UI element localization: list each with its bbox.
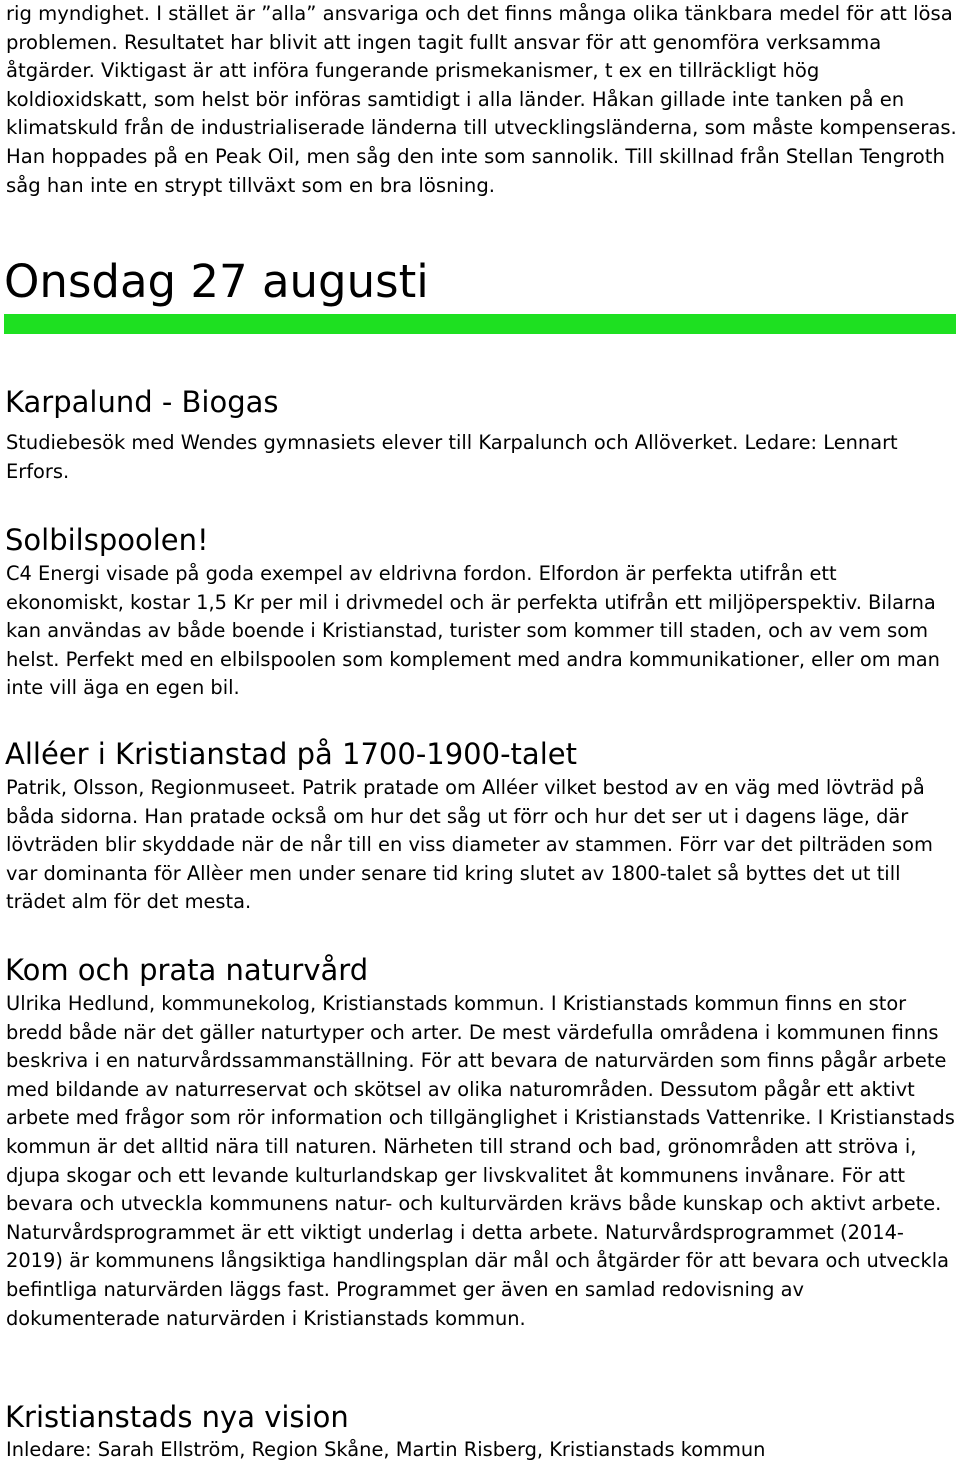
section-title-alleer: Alléer i Kristianstad på 1700-1900-talet — [5, 737, 577, 771]
section-title-karpalund: Karpalund - Biogas — [5, 385, 279, 419]
section-title-solbilspoolen: Solbilspoolen! — [5, 523, 209, 557]
section-text-vision: Inledare: Sarah Ellström, Region Skåne, Martin Risberg, Kristianstads kommun — [6, 1438, 766, 1461]
section-text-karpalund: Studiebesök med Wendes gymnasiets elever till Karpalunch och Allöverket. Ledare: Lennart Erfors. — [6, 431, 898, 483]
intro-paragraph: rig myndighet. I stället är ”alla” ansvariga och det finns många olika tänkbara medel för att lösa problemen. Resultatet har blivit att ingen tagit fullt ansvar för att genomföra verksamma åtgärder. Viktigast är att införa fungerande prismekanismer, t ex en tillräckligt hög koldioxidskatt, som helst bör införas samtidigt i alla länder. Håkan gillade inte tanken på en klimatskuld från de industrialiserade länderna till utvecklingsländerna, som måste kompenseras. Han hoppades på en Peak Oil, men såg den inte som sannolik. Till skillnad från Stellan Tengroth såg han inte en strypt tillväxt som en bra lösning. — [6, 2, 957, 197]
section-text-naturvard: Ulrika Hedlund, kommunekolog, Kristianstads kommun. I Kristianstads kommun finns en stor bredd både när det gäller naturtyper och arter. De mest värdefulla områdena i kommunen finns beskriva i en naturvårdssammanställning. För att bevara de naturvärden som finns pågår arbete med bildande av naturreservat och skötsel av olika naturområden. Dessutom pågår ett aktivt arbete med frågor som rör information och tillgänglighet i Kristianstads Vattenrike. I Kristianstads kommun är det alltid nära till naturen. Närheten till strand och bad, grönområden att ströva i, djupa skogar och ett levande kulturlandskap ger livskvalitet åt kommunens invånare. För att bevara och utveckla kommunens natur- och kulturvärden krävs både kunskap och aktivt arbete. Naturvårdsprogrammet är ett viktigt underlag i detta arbete. Naturvårdsprogrammet (2014-2019) är kommunens långsiktiga handlingsplan där mål och åtgärder för att bevara och utveckla befintliga naturvärden läggs fast. Programmet ger även en samlad redovisning av dokumenterade naturvärden i Kristianstads kommun. — [6, 992, 955, 1330]
section-title-vision: Kristianstads nya vision — [5, 1400, 349, 1434]
section-text-alleer: Patrik, Olsson, Regionmuseet. Patrik pratade om Alléer vilket bestod av en väg med lövträd på båda sidorna. Han pratade också om hur det såg ut förr och hur det ser ut i dagens läge, där lövträden blir skyddade när de når till en viss diameter av stammen. Förr var det pilträden som var dominanta för Allèer men under senare tid kring slutet av 1800-talet så byttes det ut till trädet alm för det mesta. — [6, 776, 933, 914]
section-text-solbilspoolen: C4 Energi visade på goda exempel av eldrivna fordon. Elfordon är perfekta utifrån ett ekonomiskt, kostar 1,5 Kr per mil i drivmedel och är perfekta utifrån ett miljöperspektiv. Bilarna kan användas av både boende i Kristianstad, turister som kommer till staden, och av vem som helst. Perfekt med en elbilspoolen som komplement med andra kommunikationer, eller om man inte vill äga en egen bil. — [6, 562, 940, 700]
day-heading: Onsdag 27 augusti — [4, 255, 429, 308]
section-title-naturvard: Kom och prata naturvård — [5, 953, 369, 987]
green-divider-bar — [4, 314, 956, 334]
